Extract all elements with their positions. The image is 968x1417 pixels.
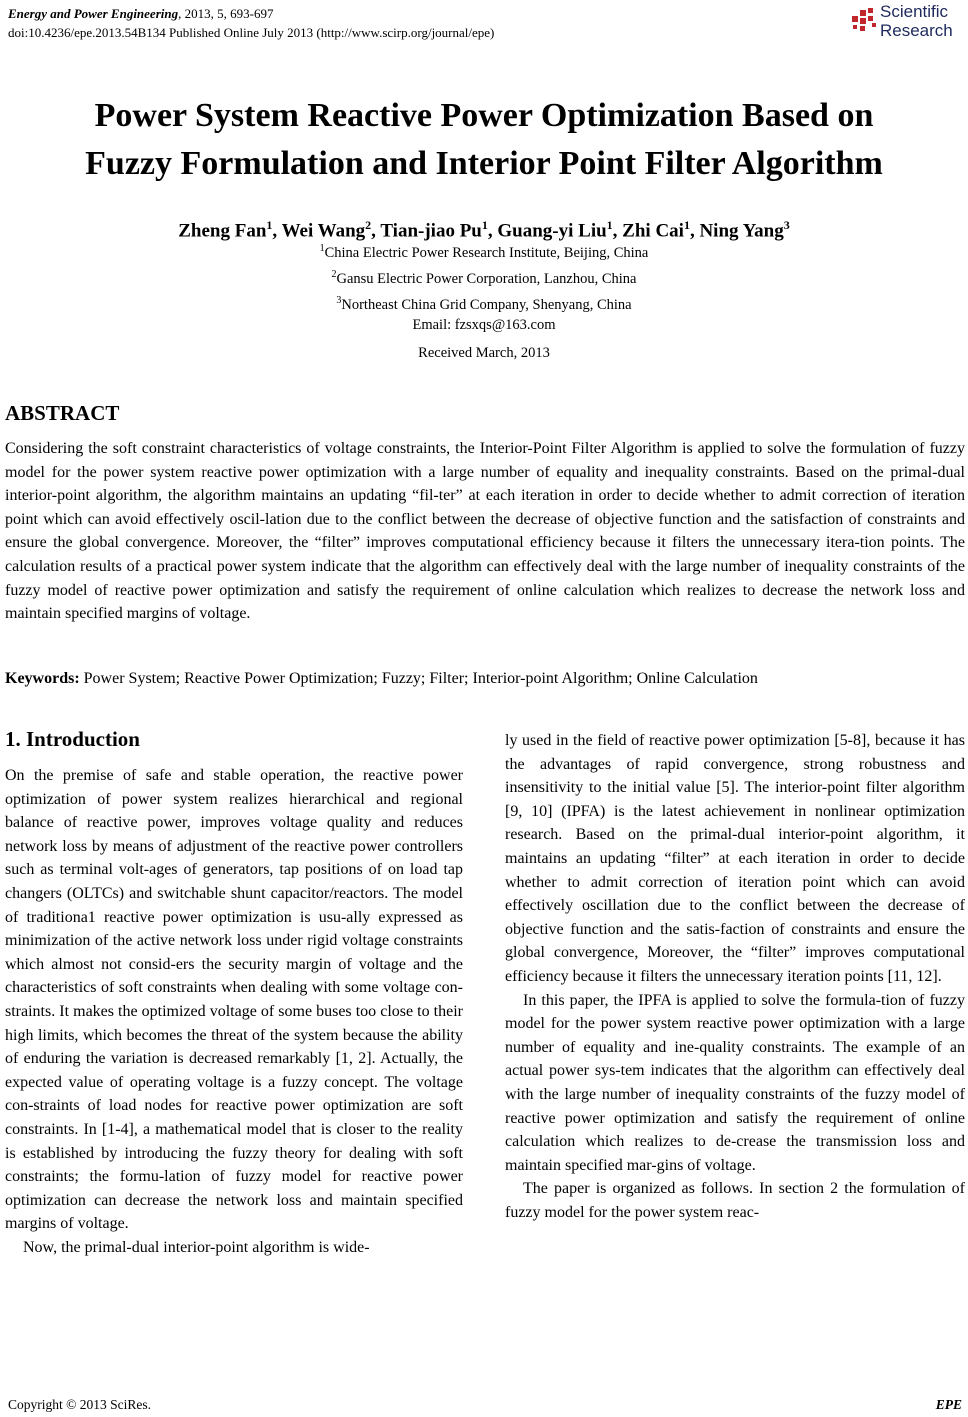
publisher-logo-icon: [850, 6, 878, 34]
author-name: Ning Yang: [699, 220, 784, 242]
paper-title: Power System Reactive Power Optimization Based on Fuzzy Formulation and Interior Point Filter Algorithm: [85, 97, 883, 182]
publisher-logo-text: Scientific Research: [880, 2, 953, 40]
abstract-text: Considering the soft constraint characteristics of voltage constraints, the Interior-Point Filter Algorithm is applied to solve the formulation of fuzzy model for the power system reactive power optimization with a large number of equality and inequality constraints. Based on the primal-dual interior-point algorithm, the algorithm maintains an updating “fil-ter” at each iteration in order to decide whether to admit correction of iteration point which can avoid effectively oscil-lation due to the conflict between the decrease of objective function and the satisfaction of constraints and ensure the global convergence. Moreover, the “filter” improves computational efficiency because it filters the unnecessary itera-tion points. The calculation results of a practical power system indicate that the algorithm can effectively deal with the large number of inequality constraints of the fuzzy model of reactive power optimization and satisfy the requirement of online calculation which realizes to decrease the network loss and maintain specified margins of voltage.: [5, 440, 965, 623]
author-affiliation-mark: 1: [481, 218, 488, 232]
intro-paragraph-2: Now, the primal-dual interior-point algorithm is wide-: [23, 1238, 370, 1256]
author-name: Zheng Fan: [178, 220, 267, 242]
author-name: Zhi Cai: [622, 220, 684, 242]
author-name: Guang-yi Liu: [497, 220, 607, 242]
affiliation-line: $^3$Northeast China Grid Company, Shenyang, China: [336, 294, 632, 313]
running-header: [8, 4, 494, 42]
intro-paragraph-3: ly used in the field of reactive power optimization [5-8], because it has the advantages of rapid convergence, strong robustness and insensitivity to the initial value [5]. The interior-point filter algorithm [9, 10] (IPFA) is the latest achievement in nonlinear optimization research. Based on the primal-dual interior-point algorithm, it maintains an updating “filter” at each iteration in order to decide whether to admit correction of iteration point which can avoid effectively oscillation due to the conflict between the decrease of objective function and the satis-faction of constraints and ensure the global convergence, Moreover, the “filter” improves computational efficiency because it filters the unnecessary iteration points [11, 12].: [505, 732, 965, 985]
right-column: [505, 729, 965, 1224]
author-affiliation-mark: 2: [365, 218, 372, 232]
affiliation-line: $^2$Gansu Electric Power Corporation, Lanzhou, China: [331, 268, 637, 287]
author-email: Email: fzsxqs@163.com: [412, 317, 556, 334]
keywords-label: Keywords:: [5, 670, 80, 687]
author-affiliation-mark: 1: [266, 218, 273, 232]
keywords: [5, 668, 965, 690]
affiliation-line: $^1$China Electric Power Research Institute, Beijing, China: [319, 243, 649, 261]
author-name: Tian-jiao Pu: [380, 220, 482, 242]
intro-paragraph-4: In this paper, the IPFA is applied to solve the formula-tion of fuzzy model for the power system reactive power optimization with a large number of equality and ine-quality constraints. The example of an actual power sys-tem indicates that the algorithm can effectively deal with the large number of inequality constraints of the fuzzy model of reactive power optimization and satisfy the requirement of online calculation which realizes to de-crease the transmission loss and maintain specified mar-gins of voltage.: [505, 991, 965, 1174]
intro-paragraph-1: On the premise of safe and stable operation, the reactive power optimization of power system realizes hierarchical and regional balance of reactive power, improves voltage quality and reduces network loss by means of adjustment of the reactive power controllers such as terminal volt-ages of generators, tap positions of on load tap changers (OLTCs) and switchable shunt capacitor/reactors. The model of traditiona1 reactive power optimization is usu-ally expressed as minimization of the active network loss under rigid voltage constraints which almost not consid-ers the security margin of voltage and the characteristics of soft constraints when dealing with some voltage con-straints. It makes the optimized voltage of some buses too close to their high limits, which becomes the threat of the system because the ability of enduring the variation is decreased remarkably [1, 2]. Actually, the expected value of operating voltage is a fuzzy concept. The voltage con-straints of load nodes for reactive power optimization are soft constraints. In [1-4], a mathematical model that is closer to the reality is established by introducing the fuzzy theory for dealing with soft constraints; the formu-lation of fuzzy model for reactive power optimization can decrease the network loss and maintain specified margins of voltage.: [5, 767, 463, 1233]
publisher-logo: [850, 2, 966, 42]
received-date: Received March, 2013: [418, 345, 550, 361]
journal-citation: , 2013, 5, 693-697: [178, 6, 274, 21]
author-affiliation-mark: 1: [606, 218, 613, 232]
copyright-notice: Copyright © 2013 SciRes.: [8, 1397, 152, 1412]
introduction-heading: 1. Introduction: [5, 727, 140, 751]
keywords-text: Power System; Reactive Power Optimization; Fuzzy; Filter; Interior-point Algorithm; Online Calculation: [79, 670, 758, 687]
author-list: Zheng Fan$^1$, Wei Wang$^2$, Tian-jiao Pu$^1$, Guang-yi Liu$^1$, Zhi Cai$^1$, Ning Yang$^3$: [178, 218, 790, 242]
left-column: [5, 764, 463, 1259]
intro-paragraph-5: The paper is organized as follows. In section 2 the formulation of fuzzy model for the power system reac-: [505, 1180, 965, 1221]
affiliations: [0, 238, 968, 336]
author-affiliation-mark: 3: [783, 218, 790, 232]
journal-name: Energy and Power Engineering: [8, 6, 179, 21]
abstract-heading: ABSTRACT: [5, 401, 120, 425]
author-name: Wei Wang: [281, 220, 366, 242]
journal-abbreviation: EPE: [935, 1397, 962, 1412]
author-affiliation-mark: 1: [683, 218, 690, 232]
doi-line: doi:10.4236/epe.2013.54B134 Published Online July 2013 (http://www.scirp.org/journal/epe): [8, 25, 495, 40]
